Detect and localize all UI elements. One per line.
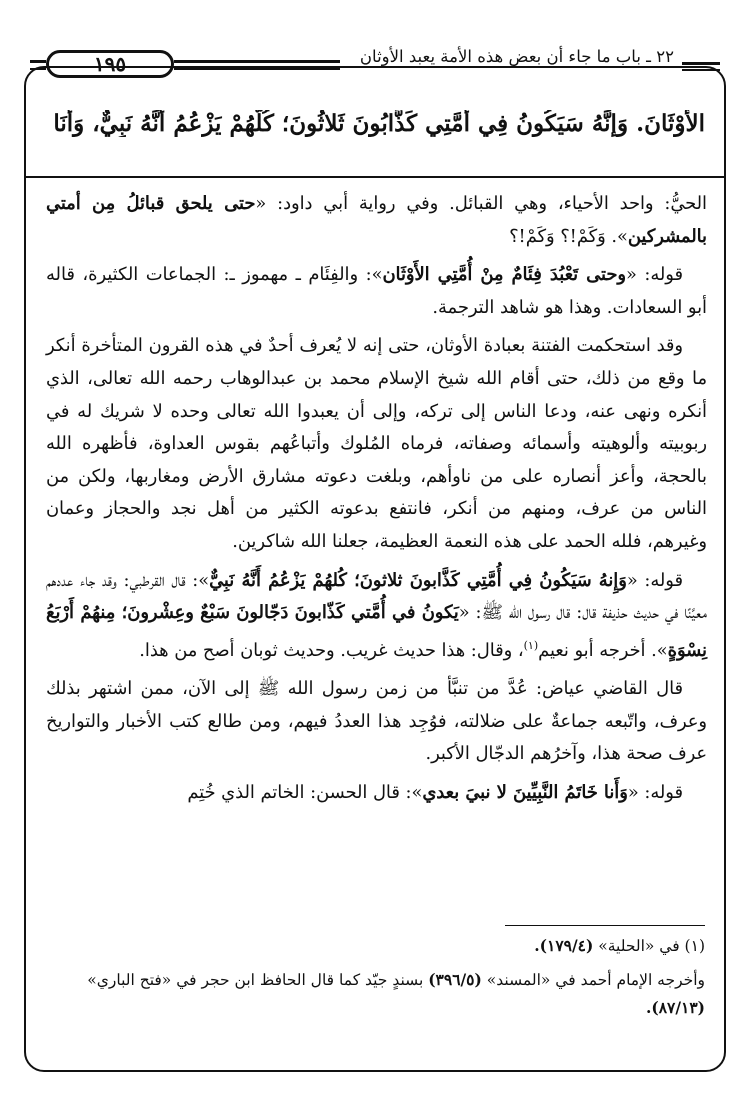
text: قوله: « xyxy=(627,782,683,804)
paragraph-5: قال القاضي عياض: عُدَّ من تنبَّأ من زمن رسول الله ﷺ إلى الآن، ممن اشتهر بذلك وعرف، واتّبعه جماعةٌ على ضلالته، فوُجِد هذا العددُ فيهم، ومن طالع كتب الأخبار والتواريخ عرف صحة هذا، وآخرُهم الدجّال الأكبر. xyxy=(46,678,707,765)
quote: وَأَنا خَاتَمُ النَّبِيِّينَ لا نبيَ بعدي xyxy=(422,782,628,804)
text: قوله: « xyxy=(626,569,683,591)
text: بسندٍ جيّد كما قال الحافظ ابن حجر في «فتح الباري» xyxy=(87,971,429,989)
text: ». وَكَمْ!؟ وَكَمْ!؟ xyxy=(509,225,628,247)
text: ». أخرجه أبو نعيم xyxy=(538,639,668,661)
footnotes xyxy=(46,932,705,1028)
quote: وَإِنهُ سَيَكُونُ فِي أُمَّتِي كَذَّابونَ ثلاثونَ؛ كُلهُمْ يَزْعُمُ أَنَّهُ نَبِيٌّ xyxy=(209,569,627,591)
text: قوله: « xyxy=(625,264,683,286)
header-rule xyxy=(174,60,340,63)
page-number: ١٩٥ xyxy=(46,50,174,78)
footnote-2 xyxy=(46,966,705,1022)
footnote-1 xyxy=(46,932,705,960)
paragraph-2 xyxy=(46,259,707,324)
commentary-body xyxy=(46,188,707,816)
chapter-title: ٢٢ ـ باب ما جاء أن بعض هذه الأمة يعبد الأوثان xyxy=(359,47,674,66)
text: (١) في «الحلية» xyxy=(593,937,705,955)
hadith-separator xyxy=(24,176,726,179)
quote: وحتى تَعْبُدَ فِئَامٌ مِنْ أُمَّتِي الأَوْثَان xyxy=(382,264,626,286)
text: الحيُّ: واحد الأحياء، وهي القبائل. وفي رواية أبي داود: « xyxy=(255,193,707,214)
text: »: قال القرطبي: وقد جاء عددهم معيَّنًا في حديث حذيفة قال: قال رسول الله ﷺ: « xyxy=(46,569,708,624)
hadith-text: الأَوْثَانَ. وَإِنَّهُ سَيَكُونُ فِي أُمَّتِي كَذَّابُونَ ثَلاثُونَ؛ كُلُّهُمْ يَزْعُمُ أَنَّهُ نَبِيٌّ، وَأَنَا xyxy=(53,110,705,137)
text: ، وقال: هذا حديث غريب. وحديث ثوبان أصح من هذا. xyxy=(139,639,524,661)
text: »: قال الحسن: الخاتم الذي خُتِم xyxy=(187,782,423,804)
paragraph-3: وقد استحكمت الفتنة بعبادة الأوثان، حتى إنه لا يُعرف أحدٌ في هذه القرون المتأخرة أنكر ما وقع من ذلك، حتى أقام الله شيخ الإسلام محمد بن عبدالوهاب رحمه الله تعالى، الذي أنكره ونهى عنه، ودعا الناس إلى تركه، وإلى أن يعبدوا الله تعالى وحده لا شريك له في ربوبيته وألوهيته وأسمائه وصفاته، فرماه المُلوك وأتباعُهم بقوس العداوة، فأظهره الله بالحجة، وأعز أنصاره على من ناوأهم، وبلغت دعوته مشارق الأرض ومغاربها، ولكن من الناس من عرف، ومنهم من أنكر، فانتفع بدعوته الكثير من أهل نجد والحجاز وعمان وغيرهم، فلله الحمد على هذه النعمة العظيمة، جعلنا الله شاكرين. xyxy=(46,335,707,552)
quote: يَكونُ في أُمَّتي كَذّابونَ دَجّالونَ سَبْعٌ وعِشْرونَ؛ مِنهُمْ أَرْبَعُ نِسْوَةٍ xyxy=(46,602,707,661)
quote: حتى يلحق قبائلُ مِن أمتي بالمشركين xyxy=(46,193,707,247)
paragraph-6 xyxy=(46,777,707,810)
reference: (٣٩٦/٥) xyxy=(428,970,482,989)
reference: (٨٧/١٣). xyxy=(645,998,705,1017)
paragraph-4 xyxy=(46,565,707,668)
reference: (١٧٩/٤). xyxy=(534,936,594,955)
paragraph-1 xyxy=(46,188,707,253)
header-rule xyxy=(682,62,720,65)
footnote-rule xyxy=(505,925,705,926)
header-rule xyxy=(30,60,46,63)
text: »: والفِئَام ـ مهموز ـ: الجماعات الكثيرة، قاله أبو السعادات. وهذا هو شاهد الترجمة. xyxy=(46,264,707,318)
footnote-marker[interactable]: (١) xyxy=(523,638,539,652)
text: وأخرجه الإمام أحمد في «المسند» xyxy=(481,971,705,989)
